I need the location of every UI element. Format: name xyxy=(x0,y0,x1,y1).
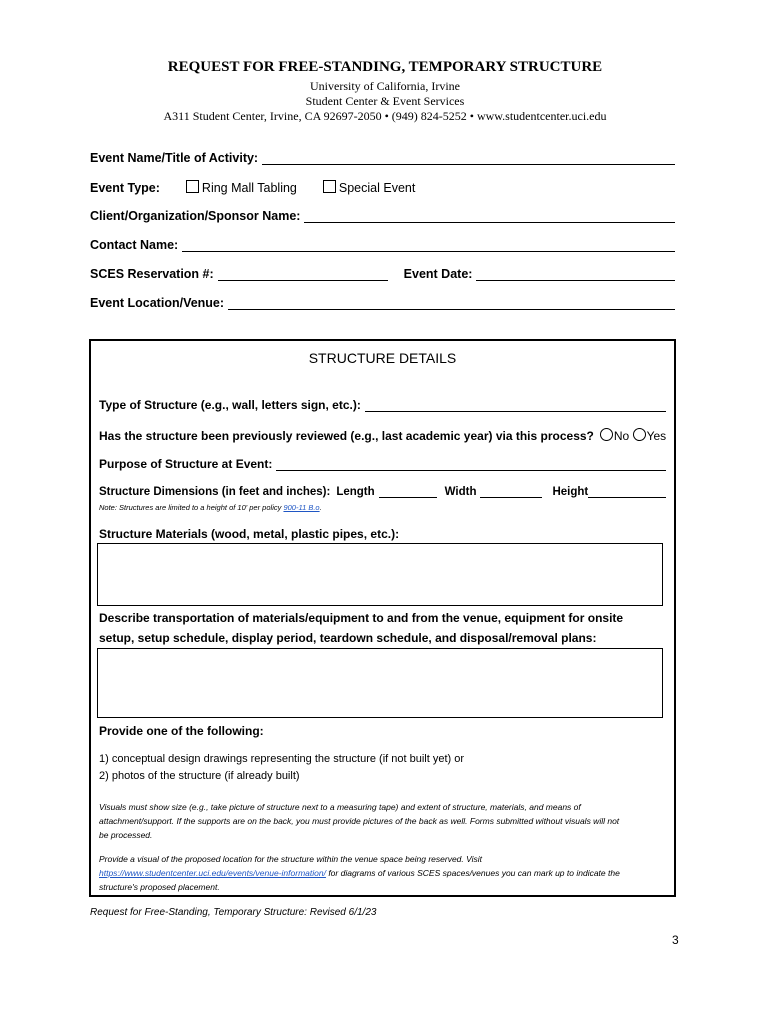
option-drawings: 1) conceptual design drawings representing the structure (if not built yet) or xyxy=(99,753,465,765)
materials-label: Structure Materials (wood, metal, plastic pipes, etc.): xyxy=(99,527,400,541)
reviewed-yes-label: Yes xyxy=(646,429,667,443)
location-field[interactable] xyxy=(228,298,675,310)
reservation-label: SCES Reservation #: xyxy=(90,267,214,281)
location-label: Event Location/Venue: xyxy=(90,296,225,310)
height-note xyxy=(99,501,322,515)
reservation-row xyxy=(90,267,675,281)
materials-textbox[interactable] xyxy=(97,543,663,606)
special-event-checkbox[interactable] xyxy=(323,180,336,193)
event-type-label: Event Type: xyxy=(90,181,160,195)
visuals-line-1: Visuals must show size (e.g., take picture of structure next to a measuring tape) and extent of structure, materials, and means of xyxy=(99,802,581,812)
reviewed-row xyxy=(99,428,666,443)
venue-info-link[interactable]: https://www.studentcenter.uci.edu/events/venue-information/ xyxy=(99,868,326,878)
visual-location-instructions xyxy=(99,852,669,894)
structure-type-row xyxy=(99,398,666,412)
page-number: 3 xyxy=(672,933,679,947)
event-name-label: Event Name/Title of Activity: xyxy=(90,151,259,165)
ring-mall-label: Ring Mall Tabling xyxy=(201,181,297,195)
visuals-line-3: be processed. xyxy=(99,830,153,840)
height-label: Height xyxy=(552,486,589,498)
reservation-field[interactable] xyxy=(218,269,388,281)
contact-row xyxy=(90,238,675,252)
dimensions-row xyxy=(99,486,666,498)
special-event-label: Special Event xyxy=(338,181,416,195)
note-suffix: . xyxy=(319,503,322,512)
dimensions-label: Structure Dimensions (in feet and inches): xyxy=(99,486,331,498)
ring-mall-checkbox[interactable] xyxy=(186,180,199,193)
contact-address: A311 Student Center, Irvine, CA 92697-2050 • (949) 824-5252 • www.studentcenter.uci.edu xyxy=(163,109,607,123)
client-row xyxy=(90,209,675,223)
location-row xyxy=(90,296,675,310)
structure-type-field[interactable] xyxy=(365,400,666,412)
purpose-label: Purpose of Structure at Event: xyxy=(99,457,273,471)
height-field[interactable] xyxy=(588,486,666,498)
event-type-row xyxy=(90,180,675,195)
reviewed-label: Has the structure been previously reviewed (e.g., last academic year) via this process? xyxy=(99,429,594,443)
transport-textbox[interactable] xyxy=(97,648,663,718)
width-field[interactable] xyxy=(480,486,542,498)
department-name: Student Center & Event Services xyxy=(305,94,465,108)
event-date-field[interactable] xyxy=(476,269,675,281)
purpose-field[interactable] xyxy=(276,459,666,471)
purpose-row xyxy=(99,457,666,471)
transport-label-line1: Describe transportation of materials/equipment to and from the venue, equipment for onsite xyxy=(99,611,624,625)
visual-location-line-2: for diagrams of various SCES spaces/venues you can mark up to indicate the xyxy=(325,868,620,878)
structure-type-label: Type of Structure (e.g., wall, letters sign, etc.): xyxy=(99,398,361,412)
revision-footer: Request for Free-Standing, Temporary Structure: Revised 6/1/23 xyxy=(90,907,377,918)
visual-location-line-1: Provide a visual of the proposed location for the structure within the venue space being reserved. Visit xyxy=(99,854,483,864)
visuals-instructions xyxy=(99,800,669,842)
event-date-label: Event Date: xyxy=(403,267,473,281)
option-photos: 2) photos of the structure (if already built) xyxy=(99,770,300,782)
reviewed-yes-radio[interactable] xyxy=(633,428,646,441)
university-name: University of California, Irvine xyxy=(310,79,460,93)
contact-field[interactable] xyxy=(182,240,675,252)
length-label: Length xyxy=(336,486,375,498)
reviewed-no-label: No xyxy=(613,429,630,443)
visual-location-line-3: structure's proposed placement. xyxy=(99,882,220,892)
event-name-row xyxy=(90,151,675,165)
visuals-line-2: attachment/support. If the supports are on the back, you must provide pictures of the back as well. Forms submitted without visuals will not xyxy=(99,816,620,826)
width-label: Width xyxy=(444,486,477,498)
length-field[interactable] xyxy=(379,486,437,498)
client-label: Client/Organization/Sponsor Name: xyxy=(90,209,301,223)
event-name-field[interactable] xyxy=(262,153,675,165)
transport-label-line2: setup, setup schedule, display period, teardown schedule, and disposal/removal plans: xyxy=(99,631,597,645)
client-field[interactable] xyxy=(304,211,675,223)
structure-details-heading: STRUCTURE DETAILS xyxy=(308,350,457,366)
contact-label: Contact Name: xyxy=(90,238,179,252)
provide-label: Provide one of the following: xyxy=(99,724,264,738)
document-title: REQUEST FOR FREE-STANDING, TEMPORARY STRUCTURE xyxy=(167,59,603,75)
policy-link[interactable]: 900-11 B.o xyxy=(283,503,320,512)
note-text: Note: Structures are limited to a height of 10' per policy xyxy=(99,503,284,512)
reviewed-no-radio[interactable] xyxy=(600,428,613,441)
